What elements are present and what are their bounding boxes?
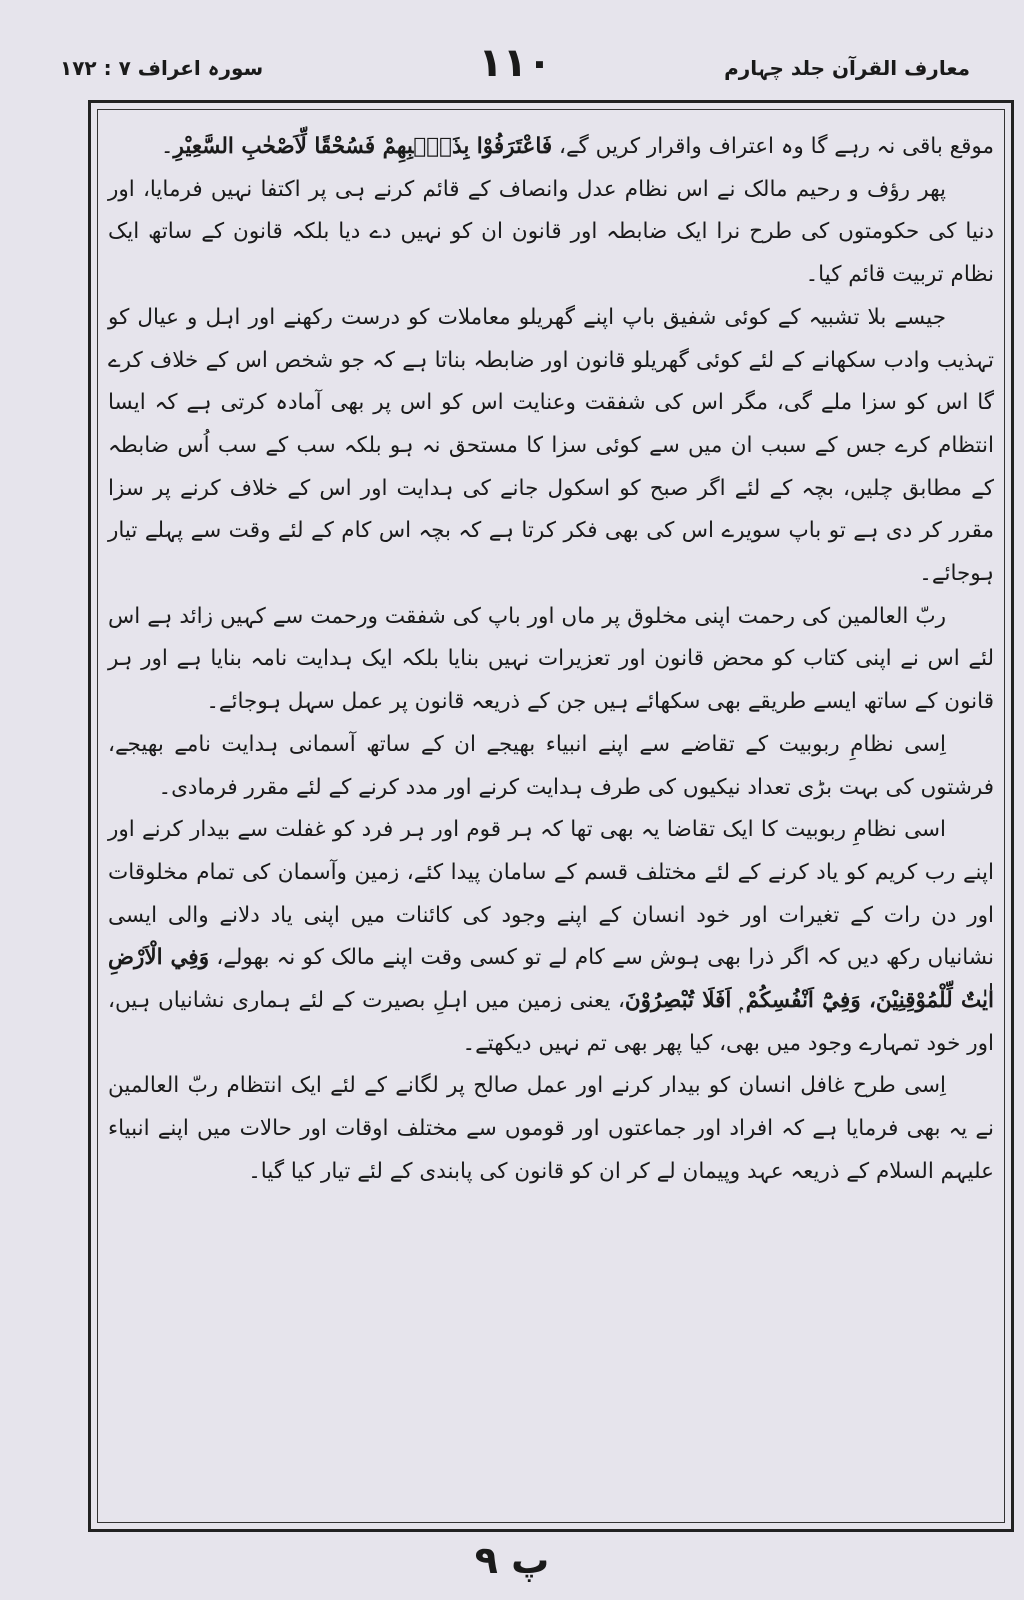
main-text (108, 126, 994, 1516)
paragraph-7: اِسی طرح غافل انسان کو بیدار کرنے اور عمل صالح پر لگانے کے لئے ایک انتظام ربّ العالمین نے یہ بھی فرمایا ہے کہ افراد اور جماعتوں اور قوموں سے مختلف اوقات اور حالات میں اپنے انبیاء علیہم السلام کے ذریعہ عہد وپیمان لے کر ان کو قانون کی پابندی کے لئے تیار کیا گیا۔ (108, 1073, 994, 1184)
page-header (60, 40, 970, 100)
paragraph-1-end: ۔ (160, 134, 174, 159)
paragraph-1 (108, 126, 994, 169)
quran-verse-1: فَاعْتَرَفُوْا بِذَنْۢبِهِمْ فَسُحْقًا لِّاَصْحٰبِ السَّعِيْرِ (173, 134, 553, 159)
paragraph-2: پھر رؤف و رحیم مالک نے اس نظام عدل وانصاف کے قائم کرنے ہی پر اکتفا نہیں فرمایا، اور دنیا کی حکومتوں کی طرح نرا ایک ضابطہ اور قانون ان کو نہیں دے دیا بلکہ قانون کے ساتھ ایک نظام تربیت قائم کیا۔ (108, 176, 994, 288)
paragraph-6-text-b: ، یعنی زمین میں اہلِ بصیرت کے لئے ہماری نشانیاں ہیں، اور خود تمہارے وجود میں بھی، کیا پھر بھی تم نہیں دیکھتے۔ (108, 988, 994, 1056)
paragraph-5: اِسی نظامِ ربوبیت کے تقاضے سے اپنے انبیاء بھیجے ان کے ساتھ آسمانی ہدایت نامے بھیجے، فرشتوں کی بہت بڑی تعداد نیکیوں کی طرف ہدایت کرنے اور مدد کرنے کے لئے مقرر فرمادی۔ (108, 731, 994, 800)
paragraph-1-text: موقع باقی نہ رہے گا وہ اعتراف واقرار کریں گے، (559, 134, 994, 159)
paragraph-6-text-a: اسی نظامِ ربوبیت کا ایک تقاضا یہ بھی تھا کہ ہر قوم اور ہر فرد کو غفلت سے بیدار کرنے اور اپنے رب کریم کو یاد کرنے کے لئے مختلف قسم کے سامان پیدا کئے، زمین وآسمان کی تمام مخلوقات اور دن رات کے تغیرات اور خود انسان کے اپنے وجود کی کائنات میں اپنی یاد دلانے والی ایسی نشانیاں رکھ دیں کہ اگر ذرا بھی ہوش سے کام لے تو کسی وقت اپنے مالک کو نہ بھولے، (108, 817, 994, 971)
book-title: معارف القرآن جلد چہارم (724, 56, 970, 80)
surah-reference: سورہ اعراف ٧ : ١٧٢ (60, 56, 264, 80)
paragraph-6 (108, 809, 994, 1065)
quran-verse-2: وَفِي الْاَرْضِ اٰيٰتٌ لِّلْمُوْقِنِيْنَ، وَفِيْٓ اَنْفُسِكُمْ ۭ اَفَلَا تُبْصِرُوْنَ (108, 945, 995, 1014)
page-number: ١١٠ (478, 40, 552, 86)
paragraph-4: ربّ العالمین کی رحمت اپنی مخلوق پر ماں اور باپ کی شفقت ورحمت سے کہیں زائد ہے اس لئے اس نے اپنی کتاب کو محض قانون اور تعزیرات نہیں بنایا بلکہ ایک ہدایت نامہ بنایا ہے اور ہر قانون کے ساتھ ایسے طریقے بھی سکھائے ہیں جن کے ذریعہ قانون پر عمل سہل ہوجائے۔ (108, 603, 994, 715)
signature-mark: پ ٩ (474, 1538, 550, 1582)
paragraph-3: جیسے بلا تشبیہ کے کوئی شفیق باپ اپنے گھریلو معاملات کو درست رکھنے اور اہل و عیال کو تہذیب وادب سکھانے کے لئے کوئی گھریلو قانون اور ضابطہ بناتا ہے کہ جو شخص اس کے خلاف کرے گا اس کو سزا ملے گی، مگر اس کی شفقت وعنایت اس کو اس پر بھی آمادہ کرتی ہے کہ ایسا انتظام کرے جس کے سبب ان میں سے کوئی سزا کا مستحق نہ ہو بلکہ سب کے سب اُس ضابطہ کے مطابق چلیں، بچہ کے لئے اگر صبح کو اسکول جانے کی ہدایت اور اس کے خلاف کرنے پر سزا مقرر کر دی ہے تو باپ سویرے اس کی بھی فکر کرتا ہے کہ بچہ اس کام کے لئے وقت سے پہلے تیار ہوجائے۔ (108, 304, 994, 587)
